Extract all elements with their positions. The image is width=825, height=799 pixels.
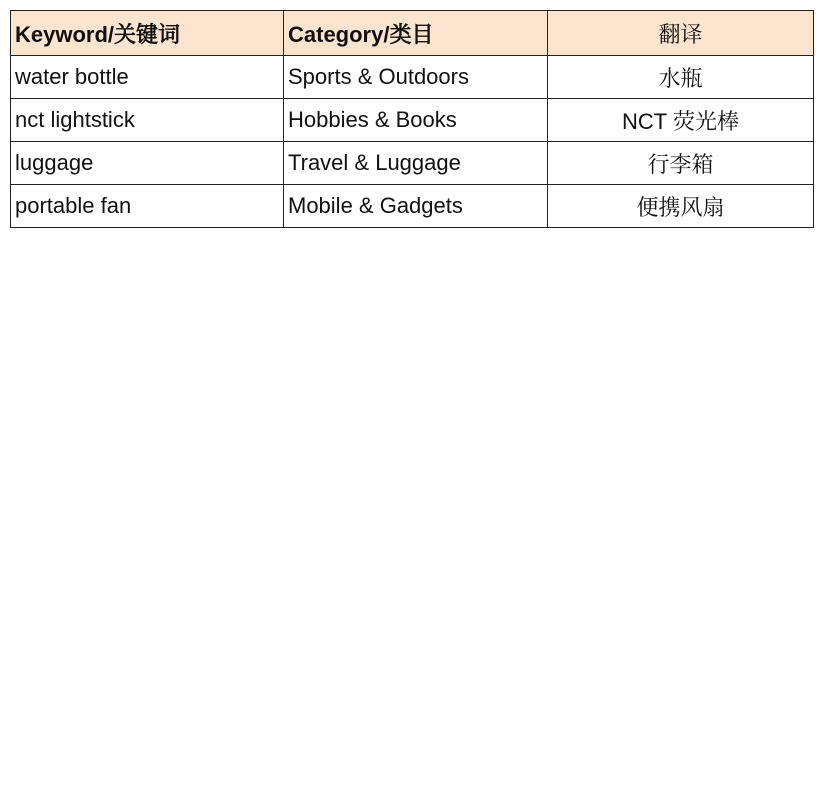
table-row [11, 185, 814, 228]
category-cell: Sports & Outdoors [284, 56, 548, 99]
category-cell: Hobbies & Books [284, 99, 548, 142]
header-translation: 翻译 [548, 11, 814, 56]
table-row [11, 142, 814, 185]
header-keyword: Keyword/关键词 [11, 11, 284, 56]
keyword-cell: luggage [11, 142, 284, 185]
category-cell: Travel & Luggage [284, 142, 548, 185]
translation-cell: 水瓶 [548, 56, 814, 99]
translation-cell: 行李箱 [548, 142, 814, 185]
category-cell: Mobile & Gadgets [284, 185, 548, 228]
translation-cell: 便携风扇 [548, 185, 814, 228]
keyword-table [10, 10, 814, 228]
translation-cell: NCT 荧光棒 [548, 99, 814, 142]
keyword-cell: portable fan [11, 185, 284, 228]
keyword-table-container [10, 10, 814, 228]
table-row [11, 56, 814, 99]
header-category: Category/类目 [284, 11, 548, 56]
table-row [11, 99, 814, 142]
header-row [11, 11, 814, 56]
keyword-cell: water bottle [11, 56, 284, 99]
keyword-cell: nct lightstick [11, 99, 284, 142]
